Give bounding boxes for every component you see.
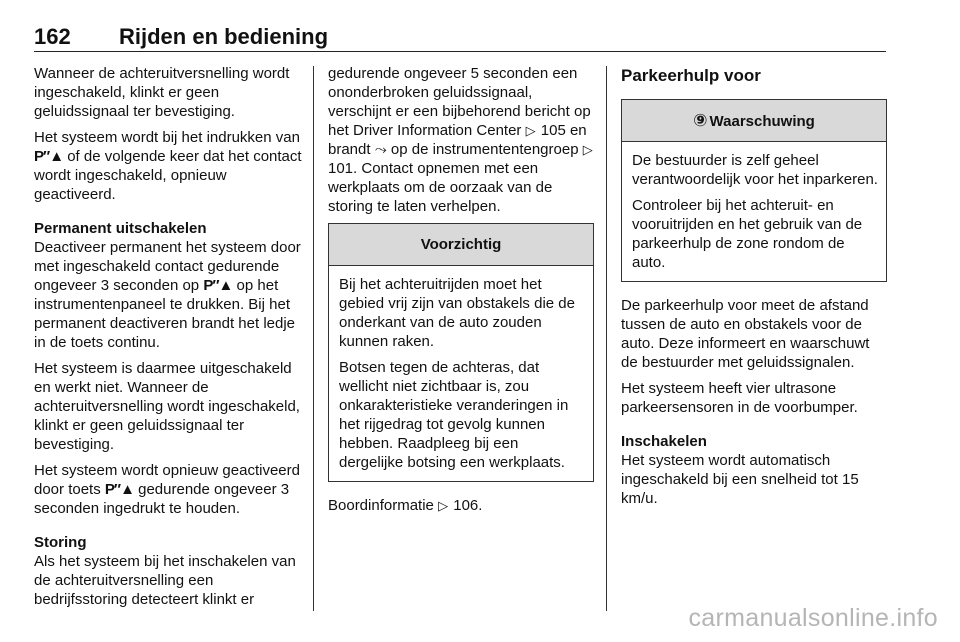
page-number: 162 [34, 24, 71, 49]
paragraph: De parkeerhulp voor meet de afstand tussen de auto en obstakels voor de auto. Deze informeert en waarschuwt de bestuurder met geluidssignalen. [621, 297, 870, 371]
column-middle [328, 64, 594, 522]
caution-title: Voorzichtig [329, 224, 593, 266]
column-divider [313, 66, 314, 611]
park-assist-icon: P″▲ [104, 481, 134, 498]
paragraph: Als het systeem bij het inschakelen van de achteruitversnelling een bedrijfsstoring detecteert klinkt er [34, 553, 296, 608]
subheading: Storing [34, 534, 87, 551]
column-divider [606, 66, 607, 611]
paragraph: Wanneer de achteruitversnelling wordt ingeschakeld, klinkt er geen geluidssignaal ter bevestiging. [34, 65, 290, 120]
caution-text: Bij het achteruitrijden moet het gebied vrij zijn van obstakels die de onderkant van de auto zouden kunnen raken. [339, 276, 575, 350]
paragraph: Het systeem heeft vier ultrasone parkeersensoren in de voorbumper. [621, 380, 858, 416]
subheading: Permanent uitschakelen [34, 220, 207, 237]
paragraph: Deactiveer permanent het systeem door met ingeschakeld contact gedurende ongeveer 3 seconden op P″▲ op het instrumentenpaneel te drukken. Bij het permanent deactiveren brandt het ledje in de toets continu. [34, 239, 301, 351]
reference-arrow-icon: ▷ [582, 142, 593, 157]
park-assist-icon: P″▲ [203, 277, 233, 294]
paragraph: Het systeem wordt opnieuw geactiveerd door toets P″▲ gedurende ongeveer 3 seconden ingedrukt te houden. [34, 462, 300, 517]
park-assist-icon: P″▲ [34, 148, 64, 165]
caution-text: Botsen tegen de achteras, dat wellicht niet zichtbaar is, zou onkarakteristieke veranderingen in het rijgedrag tot gevolg kunnen hebben. Raadpleeg bij een dergelijke botsing een werkplaats. [339, 359, 569, 471]
section-title: Parkeerhulp voor [621, 66, 761, 85]
warning-text: Controleer bij het achteruit- en vooruitrijden en het gebruik van de parkeerhulp de zone rondom de auto. [632, 197, 863, 271]
column-left [34, 64, 302, 616]
warning-icon: ⑨ [693, 111, 708, 130]
reference-arrow-icon: ▷ [438, 498, 449, 513]
paragraph: Het systeem wordt bij het indrukken van P″▲ of de volgende keer dat het contact wordt ingeschakeld, opnieuw geactiveerd. [34, 129, 302, 203]
paragraph: Het systeem wordt automatisch ingeschakeld bij een snelheid tot 15 km/u. [621, 452, 859, 507]
caution-box [328, 223, 594, 482]
paragraph: Het systeem is daarmee uitgeschakeld en werkt niet. Wanneer de achteruitversnelling wordt ingeschakeld, klinkt er geen geluidssignaal ter bevestiging. [34, 360, 300, 453]
warning-title: ⑨ Waarschuwing [622, 100, 886, 142]
column-right [621, 64, 887, 515]
reference-arrow-icon: ▷ [525, 123, 536, 138]
watermark: carmanualsonline.info [688, 604, 938, 632]
check-signal-icon: ⤳ [374, 141, 387, 158]
page-header [34, 22, 886, 52]
warning-box [621, 99, 887, 282]
paragraph: gedurende ongeveer 5 seconden een ononderbroken geluidssignaal, verschijnt er een bijbehorend bericht op het Driver Information Center ▷ 105 en brandt ⤳ op de instrumententengroep ▷ 101. Contact opnemen met een werkplaats om de oorzaak van de storing te laten verhelpen. [328, 65, 593, 215]
paragraph: Boordinformatie ▷ 106. [328, 497, 483, 514]
chapter-title: Rijden en bediening [119, 24, 329, 49]
subheading: Inschakelen [621, 433, 707, 450]
warning-text: De bestuurder is zelf geheel verantwoordelijk voor het inparkeren. [632, 152, 878, 188]
